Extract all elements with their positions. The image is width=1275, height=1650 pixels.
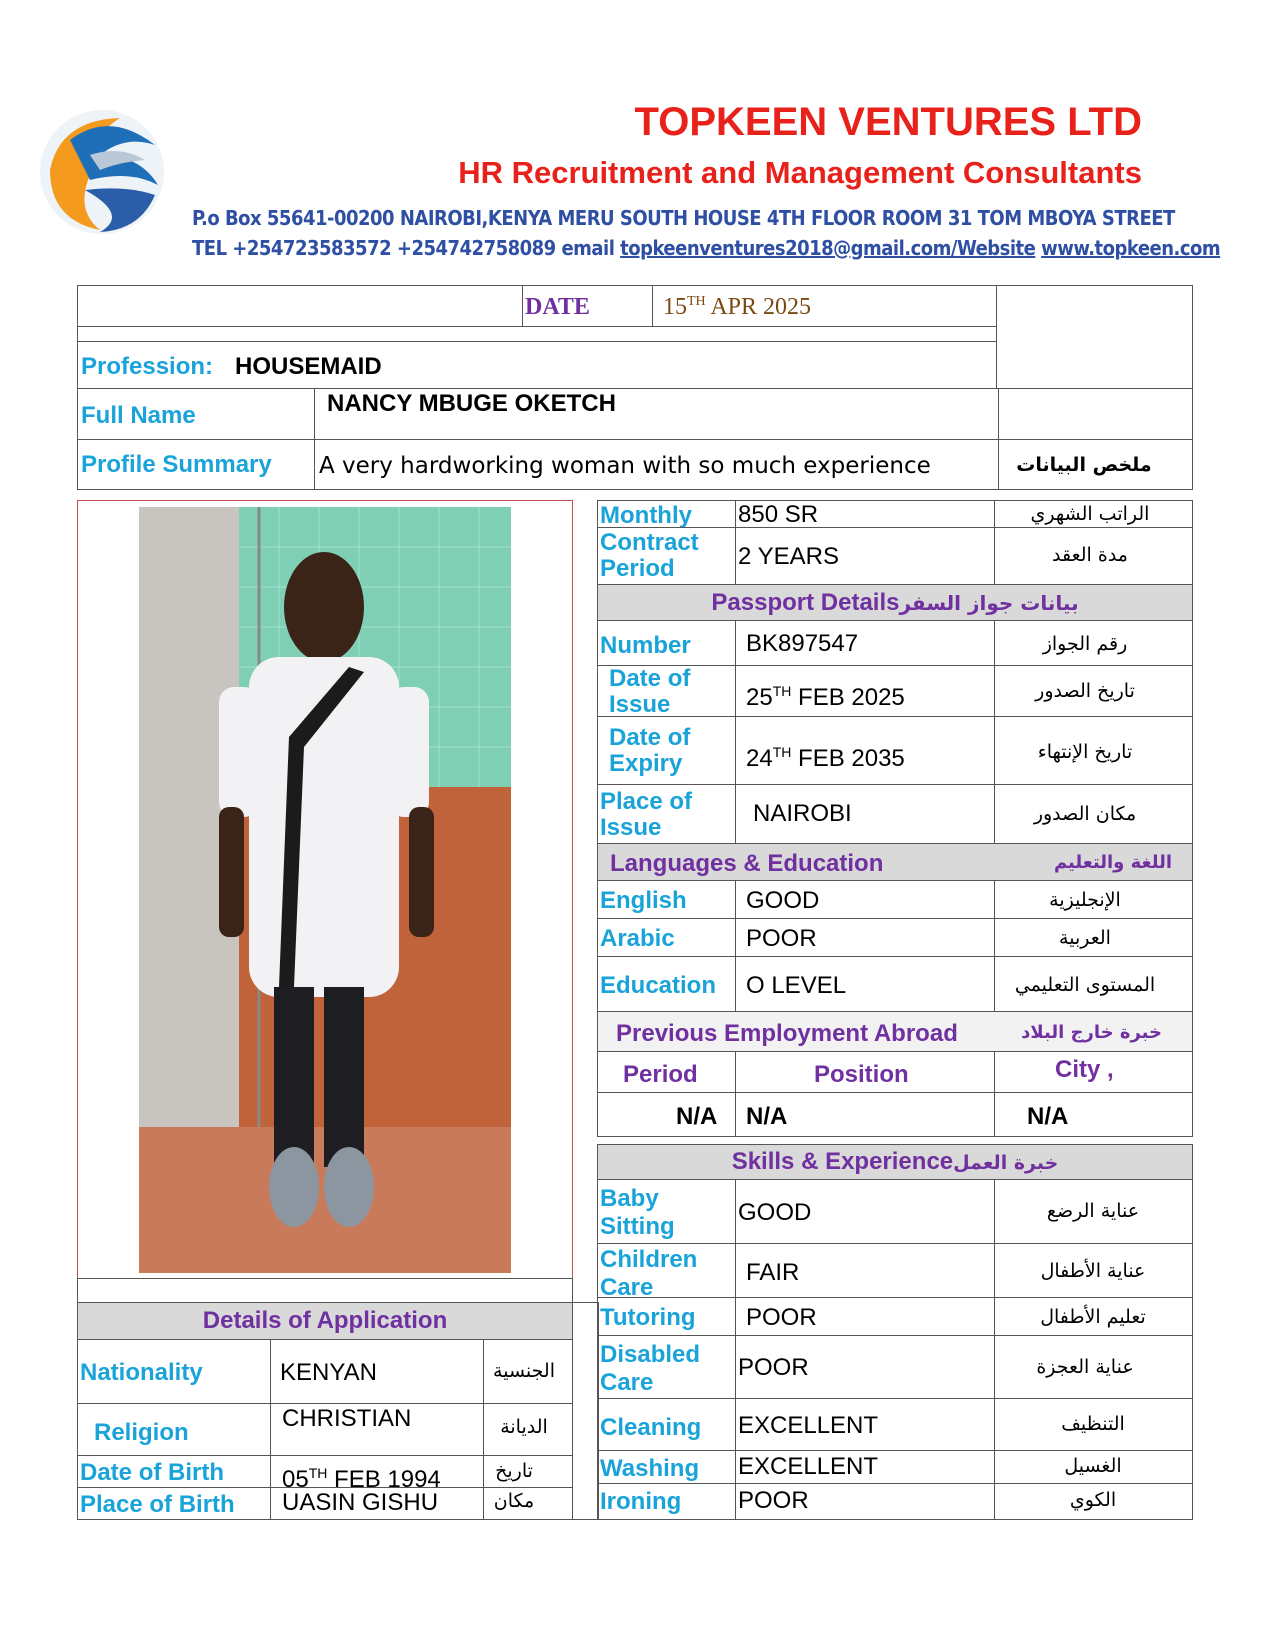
dob-day: 05 (282, 1466, 309, 1493)
emp-period-value: N/A (676, 1103, 718, 1130)
skill-babysitting-label: Baby Sitting (600, 1185, 675, 1240)
place-ar: مكان الصدور (1033, 803, 1137, 825)
skill-childcare-value-cell (735, 1243, 995, 1298)
passport-number-label-cell (597, 620, 736, 666)
dob-ar: تاريخ (495, 1460, 533, 1482)
religion-value: CHRISTIAN (282, 1405, 412, 1432)
issue-rest: FEB 2025 (791, 684, 905, 711)
pob-label-cell (77, 1487, 271, 1520)
dob-label: Date of Birth (80, 1459, 224, 1486)
summary-ar-cell (998, 439, 1193, 490)
monthly-label: Monthly (600, 502, 692, 529)
english-ar-cell (994, 880, 1193, 919)
emp-col-position: Position (814, 1061, 909, 1088)
candidate-photo (139, 507, 511, 1273)
emp-period-cell (597, 1092, 736, 1137)
issue-ar: تاريخ الصدور (1035, 680, 1135, 702)
education-ar: المستوى التعليمي (1014, 974, 1156, 996)
skill-childcare-label-cell (597, 1243, 736, 1301)
skills-title: Skills & Experience (731, 1148, 954, 1175)
period-value: 2 YEARS (738, 543, 839, 570)
fullname-value-cell (314, 388, 999, 440)
skill-babysitting-ar: عناية الرضع (1046, 1200, 1140, 1222)
right-blank-cell (996, 285, 1193, 389)
issue-label-cell (597, 665, 736, 717)
profession-label: Profession: (81, 353, 214, 380)
skill-childcare-value: FAIR (746, 1259, 800, 1286)
company-address: P.o Box 55641-00200 NAIROBI,KENYA MERU SOUTH HOUSE 4TH FLOOR ROOM 31 TOM MBOYA STREET (192, 206, 1175, 230)
expiry-value-cell (735, 716, 995, 785)
english-value: GOOD (746, 887, 820, 914)
skill-washing-label-cell (597, 1450, 736, 1484)
skill-ironing-ar: الكوي (1069, 1489, 1117, 1511)
skill-cleaning-label-cell (597, 1398, 736, 1451)
summary-label: Profile Summary (81, 451, 272, 478)
pob-label: Place of Birth (80, 1491, 235, 1518)
dob-rest: FEB 1994 (327, 1466, 441, 1493)
english-label-cell (597, 880, 736, 919)
religion-ar: الديانة (500, 1416, 548, 1438)
fullname-label-cell (77, 388, 315, 440)
emp-position-value: N/A (746, 1103, 788, 1130)
email-link[interactable]: topkeenventures2018@gmail.com/Website (620, 236, 1036, 260)
religion-value-cell (270, 1403, 484, 1456)
period-value-cell (735, 527, 995, 585)
nationality-ar-cell (483, 1339, 573, 1404)
fullname-value: NANCY MBUGE OKETCH (327, 390, 616, 417)
company-tagline: HR Recruitment and Management Consultants (458, 155, 1142, 190)
dob-value-cell (270, 1455, 484, 1493)
skill-childcare-ar: عناية الأطفال (1040, 1260, 1146, 1282)
passport-section-header (597, 584, 1193, 621)
skill-disabled-ar-cell (994, 1335, 1193, 1399)
languages-title-ar: اللغة والتعليم (1053, 852, 1172, 873)
date-value (663, 294, 811, 321)
company-contact (192, 236, 1221, 260)
skill-washing-ar-cell (994, 1450, 1193, 1484)
issue-value-cell (735, 665, 995, 717)
arabic-ar: العربية (1059, 927, 1111, 949)
employment-title: Previous Employment Abroad (616, 1020, 958, 1047)
emp-city-value: N/A (1027, 1103, 1069, 1130)
place-ar-cell (994, 784, 1193, 844)
period-ar-cell (994, 527, 1193, 585)
arabic-label-cell (597, 918, 736, 957)
skill-tutoring-ar-cell (994, 1297, 1193, 1336)
english-value-cell (735, 880, 995, 919)
skill-tutoring-value: POOR (746, 1304, 817, 1331)
date-label-cell (522, 285, 653, 327)
skill-cleaning-value-cell (735, 1398, 995, 1451)
arabic-label: Arabic (600, 925, 675, 952)
place-label: Place of Issue (600, 788, 693, 841)
skill-babysitting-ar-cell (994, 1179, 1193, 1244)
skill-ironing-value: POOR (738, 1487, 809, 1514)
passport-number-value: BK897547 (746, 630, 859, 657)
issue-label: Date of Issue (609, 665, 691, 718)
skills-section-header (597, 1144, 1193, 1180)
english-label: English (600, 887, 687, 914)
skill-childcare-ar-cell (994, 1243, 1193, 1298)
period-ar: مدة العقد (1052, 544, 1128, 566)
skill-tutoring-label: Tutoring (600, 1304, 696, 1331)
skill-washing-value: EXCELLENT (738, 1453, 879, 1480)
date-left-cell (77, 285, 523, 327)
monthly-ar-cell (994, 500, 1193, 528)
details-title: Details of Application (202, 1307, 448, 1334)
photo-bottom-cell (77, 1278, 573, 1303)
skill-cleaning-value: EXCELLENT (738, 1412, 879, 1439)
languages-section-header (597, 843, 1193, 881)
passport-number-value-cell (735, 620, 995, 666)
summary-ar: ملخص البيانات (1016, 454, 1152, 476)
place-value-cell (735, 784, 995, 844)
date-label: DATE (525, 294, 590, 320)
passport-number-label: Number (600, 632, 691, 659)
skill-babysitting-value-cell (735, 1179, 995, 1244)
nationality-value: KENYAN (280, 1359, 377, 1386)
period-label: Contract Period (600, 529, 699, 582)
expiry-value (746, 739, 905, 772)
date-sup: TH (687, 294, 706, 309)
issue-value (746, 678, 905, 711)
religion-label: Religion (94, 1419, 189, 1446)
expiry-ar: تاريخ الإنتهاء (1037, 741, 1133, 763)
religion-ar-cell (483, 1403, 573, 1456)
education-value: O LEVEL (746, 972, 847, 999)
summary-value-cell (314, 439, 999, 490)
skill-disabled-label-cell (597, 1335, 736, 1399)
nationality-ar: الجنسية (493, 1360, 555, 1382)
skill-disabled-ar: عناية العجزة (1036, 1356, 1134, 1378)
issue-day: 25 (746, 684, 773, 711)
monthly-value: 850 SR (738, 501, 819, 528)
skill-tutoring-value-cell (735, 1297, 995, 1336)
employment-title-ar: خبرة خارج البلاد (1021, 1022, 1162, 1043)
company-logo (30, 100, 175, 245)
summary-label-cell (77, 439, 315, 490)
skill-disabled-value-cell (735, 1335, 995, 1399)
arabic-ar-cell (994, 918, 1193, 957)
passport-number-ar-cell (994, 620, 1193, 666)
details-section-header (77, 1302, 573, 1340)
passport-title: Passport Details (711, 589, 900, 616)
employment-section-header (597, 1011, 1193, 1052)
skill-childcare-label: Children Care (600, 1246, 698, 1301)
expiry-label: Date of Expiry (609, 724, 691, 777)
passport-number-ar: رقم الجواز (1042, 633, 1128, 655)
skill-tutoring-ar: تعليم الأطفال (1040, 1306, 1146, 1328)
emp-col-period-cell (597, 1051, 736, 1093)
skill-ironing-ar-cell (994, 1483, 1193, 1520)
emp-col-city: City , (1055, 1056, 1114, 1083)
skill-washing-ar: الغسيل (1064, 1455, 1122, 1477)
nationality-value-cell (270, 1339, 484, 1404)
summary-value: A very hardworking woman with so much experience (319, 453, 931, 479)
company-name: TOPKEEN VENTURES LTD (634, 100, 1142, 144)
emp-city-cell (994, 1092, 1193, 1137)
date-day: 15 (663, 294, 687, 320)
phone-text: TEL +254723583572 +254742758089 email (192, 236, 615, 260)
skill-babysitting-label-cell (597, 1179, 736, 1244)
gap-column (572, 1302, 599, 1520)
dob-ar-cell (483, 1455, 573, 1488)
issue-ar-cell (994, 665, 1193, 717)
emp-col-period: Period (623, 1061, 698, 1088)
place-label-cell (597, 784, 736, 844)
issue-sup: TH (772, 683, 792, 699)
emp-col-position-cell (735, 1051, 995, 1093)
arabic-value-cell (735, 918, 995, 957)
skill-disabled-label: Disabled Care (600, 1341, 701, 1396)
pob-value-cell (270, 1487, 484, 1520)
expiry-label-cell (597, 716, 736, 785)
pob-value: UASIN GISHU (282, 1489, 439, 1516)
expiry-day: 24 (746, 745, 773, 772)
dob-label-cell (77, 1455, 271, 1488)
monthly-label-cell (597, 500, 736, 528)
education-ar-cell (994, 956, 1193, 1012)
spacer-row (77, 326, 997, 342)
expiry-sup: TH (772, 744, 792, 760)
expiry-rest: FEB 2035 (791, 745, 905, 772)
religion-label-cell (77, 1403, 271, 1456)
website-link[interactable]: www.topkeen.com (1041, 236, 1221, 260)
skill-babysitting-value: GOOD (738, 1199, 812, 1226)
skill-cleaning-ar: التنظيف (1061, 1413, 1125, 1435)
skill-washing-label: Washing (600, 1455, 700, 1482)
education-label-cell (597, 956, 736, 1012)
date-value-cell (652, 285, 997, 327)
skill-washing-value-cell (735, 1450, 995, 1484)
monthly-ar: الراتب الشهري (1030, 503, 1150, 525)
emp-col-city-cell (994, 1051, 1193, 1093)
dob-sup: TH (308, 1465, 328, 1481)
profession-value: HOUSEMAID (235, 353, 382, 380)
nationality-label: Nationality (80, 1359, 203, 1386)
education-value-cell (735, 956, 995, 1012)
languages-title: Languages & Education (610, 850, 884, 877)
skill-disabled-value: POOR (738, 1354, 809, 1381)
pob-ar-cell (483, 1487, 573, 1520)
skills-title-ar: خبرة العمل (953, 1152, 1059, 1174)
skill-ironing-label: Ironing (600, 1488, 682, 1515)
skill-ironing-value-cell (735, 1483, 995, 1520)
skill-ironing-label-cell (597, 1483, 736, 1520)
education-label: Education (600, 972, 717, 999)
monthly-value-cell (735, 500, 995, 528)
fullname-right-cell (998, 388, 1193, 440)
nationality-label-cell (77, 1339, 271, 1404)
passport-title-ar: بيانات جواز السفر (899, 591, 1079, 615)
expiry-ar-cell (994, 716, 1193, 785)
skill-tutoring-label-cell (597, 1297, 736, 1336)
pob-ar: مكان (493, 1490, 535, 1512)
period-label-cell (597, 527, 736, 585)
skill-cleaning-ar-cell (994, 1398, 1193, 1451)
profession-row (77, 341, 997, 389)
arabic-value: POOR (746, 925, 817, 952)
place-value: NAIROBI (753, 800, 852, 827)
fullname-label: Full Name (81, 402, 196, 429)
date-rest: APR 2025 (705, 294, 812, 320)
emp-position-cell (735, 1092, 995, 1137)
english-ar: الإنجليزية (1049, 889, 1121, 911)
skill-cleaning-label: Cleaning (600, 1414, 702, 1441)
